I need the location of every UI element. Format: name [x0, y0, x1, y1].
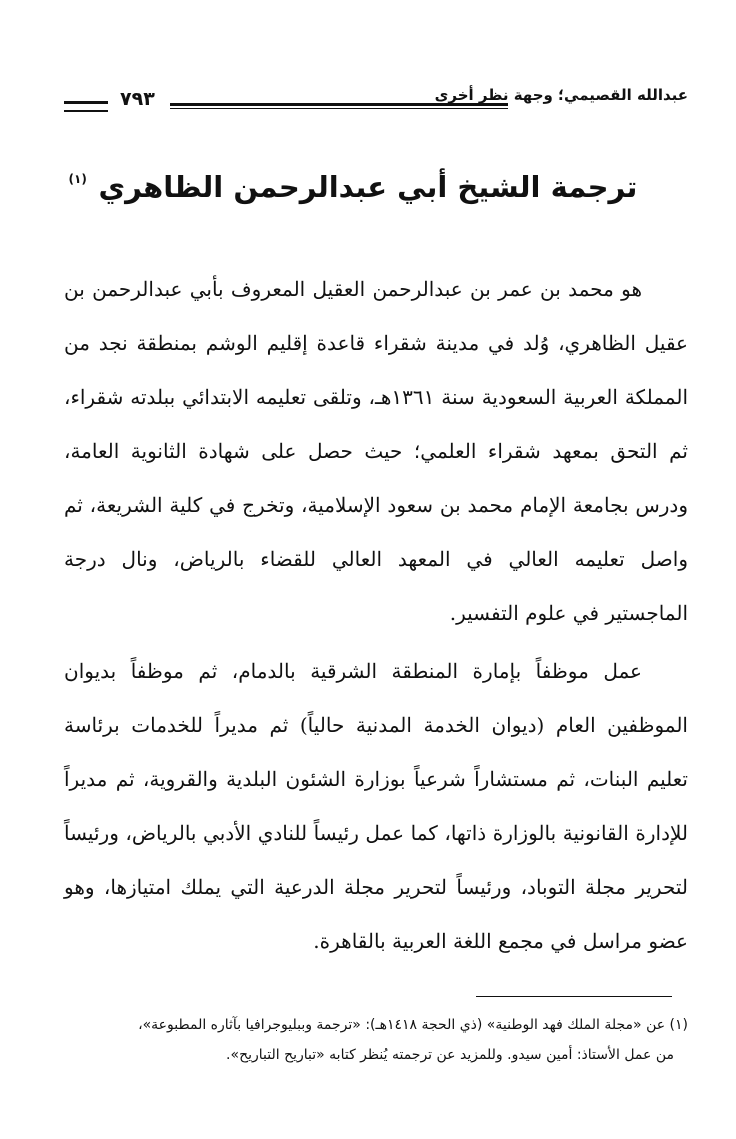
article-title-text: ترجمة الشيخ أبي عبدالرحمن الظاهري	[98, 170, 638, 204]
running-header-title: عبدالله القصيمي؛ وجهة نظر أخرى	[434, 86, 688, 104]
page-number-mark	[64, 101, 108, 112]
article-title	[68, 170, 638, 204]
article-body	[64, 262, 688, 968]
footnote-line: (١) عن «مجلة الملك فهد الوطنية» (ذي الحجة ١٤١٨هـ): «ترجمة وببليوجرافيا بآثاره المطبوعة»،	[138, 1017, 688, 1033]
paragraph-career: عمل موظفاً بإمارة المنطقة الشرقية بالدمام، ثم موظفاً بديوان الموظفين العام (ديوان الخدمة المدنية حالياً) ثم مديراً للخدمات برئاسة تعليم البنات، ثم مستشاراً شرعياً بوزارة الشئون البلدية والقروية، ثم مديراً للإدارة القانونية بالوزارة ذاتها، كما عمل رئيساً للنادي الأدبي بالرياض، ورئيساً لتحرير مجلة التوباد، ورئيساً لتحرير مجلة الدرعية التي يملك امتيازها، وهو عضو مراسل في مجمع اللغة العربية بالقاهرة.	[64, 659, 688, 953]
title-block	[0, 170, 736, 204]
footnote-divider	[476, 996, 672, 997]
running-header	[64, 86, 688, 126]
footnotes	[64, 1010, 688, 1070]
paragraph-biography: هو محمد بن عمر بن عبدالرحمن العقيل المعروف بأبي عبدالرحمن بن عقيل الظاهري، وُلد في مدينة شقراء قاعدة إقليم الوشم بمنطقة نجد من المملكة العربية السعودية سنة ١٣٦١هـ، وتلقى تعليمه الابتدائي ببلدته شقراء، ثم التحق بمعهد شقراء العلمي؛ حيث حصل على شهادة الثانوية العامة، ودرس بجامعة الإمام محمد بن سعود الإسلامية، وتخرج في كلية الشريعة، ثم واصل تعليمه العالي في المعهد العالي للقضاء بالرياض، ونال درجة الماجستير في علوم التفسير.	[64, 277, 688, 625]
footnote-line: من عمل الأستاذ: أمين سيدو. وللمزيد عن ترجمته يُنظر كتابه «تباريح التباريح».	[226, 1047, 674, 1063]
page-number: ٧٩٣	[120, 88, 155, 110]
header-rule	[170, 103, 508, 109]
footnote-reference: (١)	[68, 172, 87, 186]
